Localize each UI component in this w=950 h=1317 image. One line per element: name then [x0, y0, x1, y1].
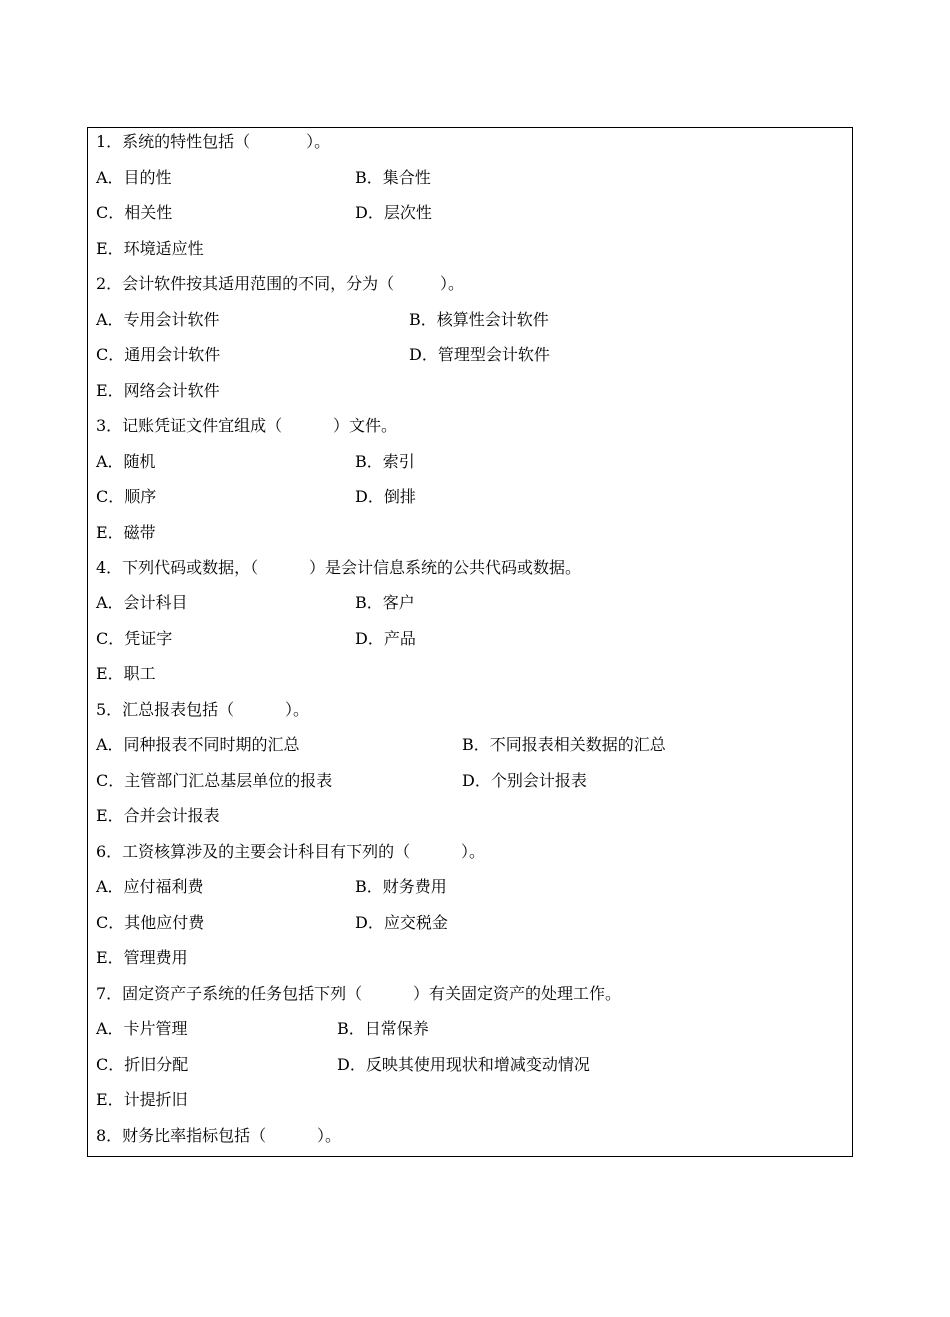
- q6-option-d: D．应交税金: [355, 913, 448, 932]
- q5-option-b: B．不同报表相关数据的汇总: [462, 735, 666, 754]
- q3-option-a: A．随机: [96, 452, 156, 471]
- question-8-stem: 8．财务比率指标包括（ ）。: [96, 1126, 342, 1145]
- q1-option-c: C．相关性: [96, 203, 173, 222]
- q7-option-c: C．折旧分配: [96, 1055, 189, 1074]
- q6-option-b: B．财务费用: [355, 877, 447, 896]
- q6-option-a: A．应付福利费: [96, 877, 204, 896]
- question-4-stem: 4．下列代码或数据，（ ）是会计信息系统的公共代码或数据。: [96, 558, 582, 577]
- q2-option-e: E．网络会计软件: [96, 381, 220, 400]
- question-2-stem: 2．会计软件按其适用范围的不同，分为（ ）。: [96, 274, 464, 293]
- q2-option-a: A．专用会计软件: [96, 310, 220, 329]
- q4-option-e: E．职工: [96, 664, 156, 683]
- q6-option-e: E．管理费用: [96, 948, 188, 967]
- q4-option-b: B．客户: [355, 593, 415, 612]
- q4-option-a: A．会计科目: [96, 593, 188, 612]
- q1-option-d: D．层次性: [355, 203, 432, 222]
- q2-option-b: B．核算性会计软件: [409, 310, 549, 329]
- q4-option-c: C．凭证字: [96, 629, 173, 648]
- q3-option-c: C．顺序: [96, 487, 157, 506]
- q7-option-e: E．计提折旧: [96, 1090, 188, 1109]
- q7-option-d: D．反映其使用现状和增减变动情况: [337, 1055, 590, 1074]
- question-1-stem: 1．系统的特性包括（ ）。: [96, 132, 331, 151]
- q7-option-a: A．卡片管理: [96, 1019, 188, 1038]
- q3-option-e: E．磁带: [96, 523, 156, 542]
- q3-option-d: D．倒排: [355, 487, 416, 506]
- q2-option-d: D．管理型会计软件: [409, 345, 550, 364]
- q1-option-e: E．环境适应性: [96, 239, 204, 258]
- question-3-stem: 3．记账凭证文件宜组成（ ）文件。: [96, 416, 398, 435]
- question-5-stem: 5．汇总报表包括（ ）。: [96, 700, 310, 719]
- q1-option-a: A．目的性: [96, 168, 172, 187]
- q5-option-c: C．主管部门汇总基层单位的报表: [96, 771, 333, 790]
- question-7-stem: 7．固定资产子系统的任务包括下列（ ）有关固定资产的处理工作。: [96, 984, 622, 1003]
- q5-option-a: A．同种报表不同时期的汇总: [96, 735, 300, 754]
- q5-option-e: E．合并会计报表: [96, 806, 220, 825]
- q2-option-c: C．通用会计软件: [96, 345, 221, 364]
- q4-option-d: D．产品: [355, 629, 416, 648]
- q5-option-d: D．个别会计报表: [462, 771, 587, 790]
- q1-option-b: B．集合性: [355, 168, 431, 187]
- q7-option-b: B．日常保养: [337, 1019, 429, 1038]
- q6-option-c: C．其他应付费: [96, 913, 205, 932]
- q3-option-b: B．索引: [355, 452, 415, 471]
- question-6-stem: 6．工资核算涉及的主要会计科目有下列的（ ）。: [96, 842, 486, 861]
